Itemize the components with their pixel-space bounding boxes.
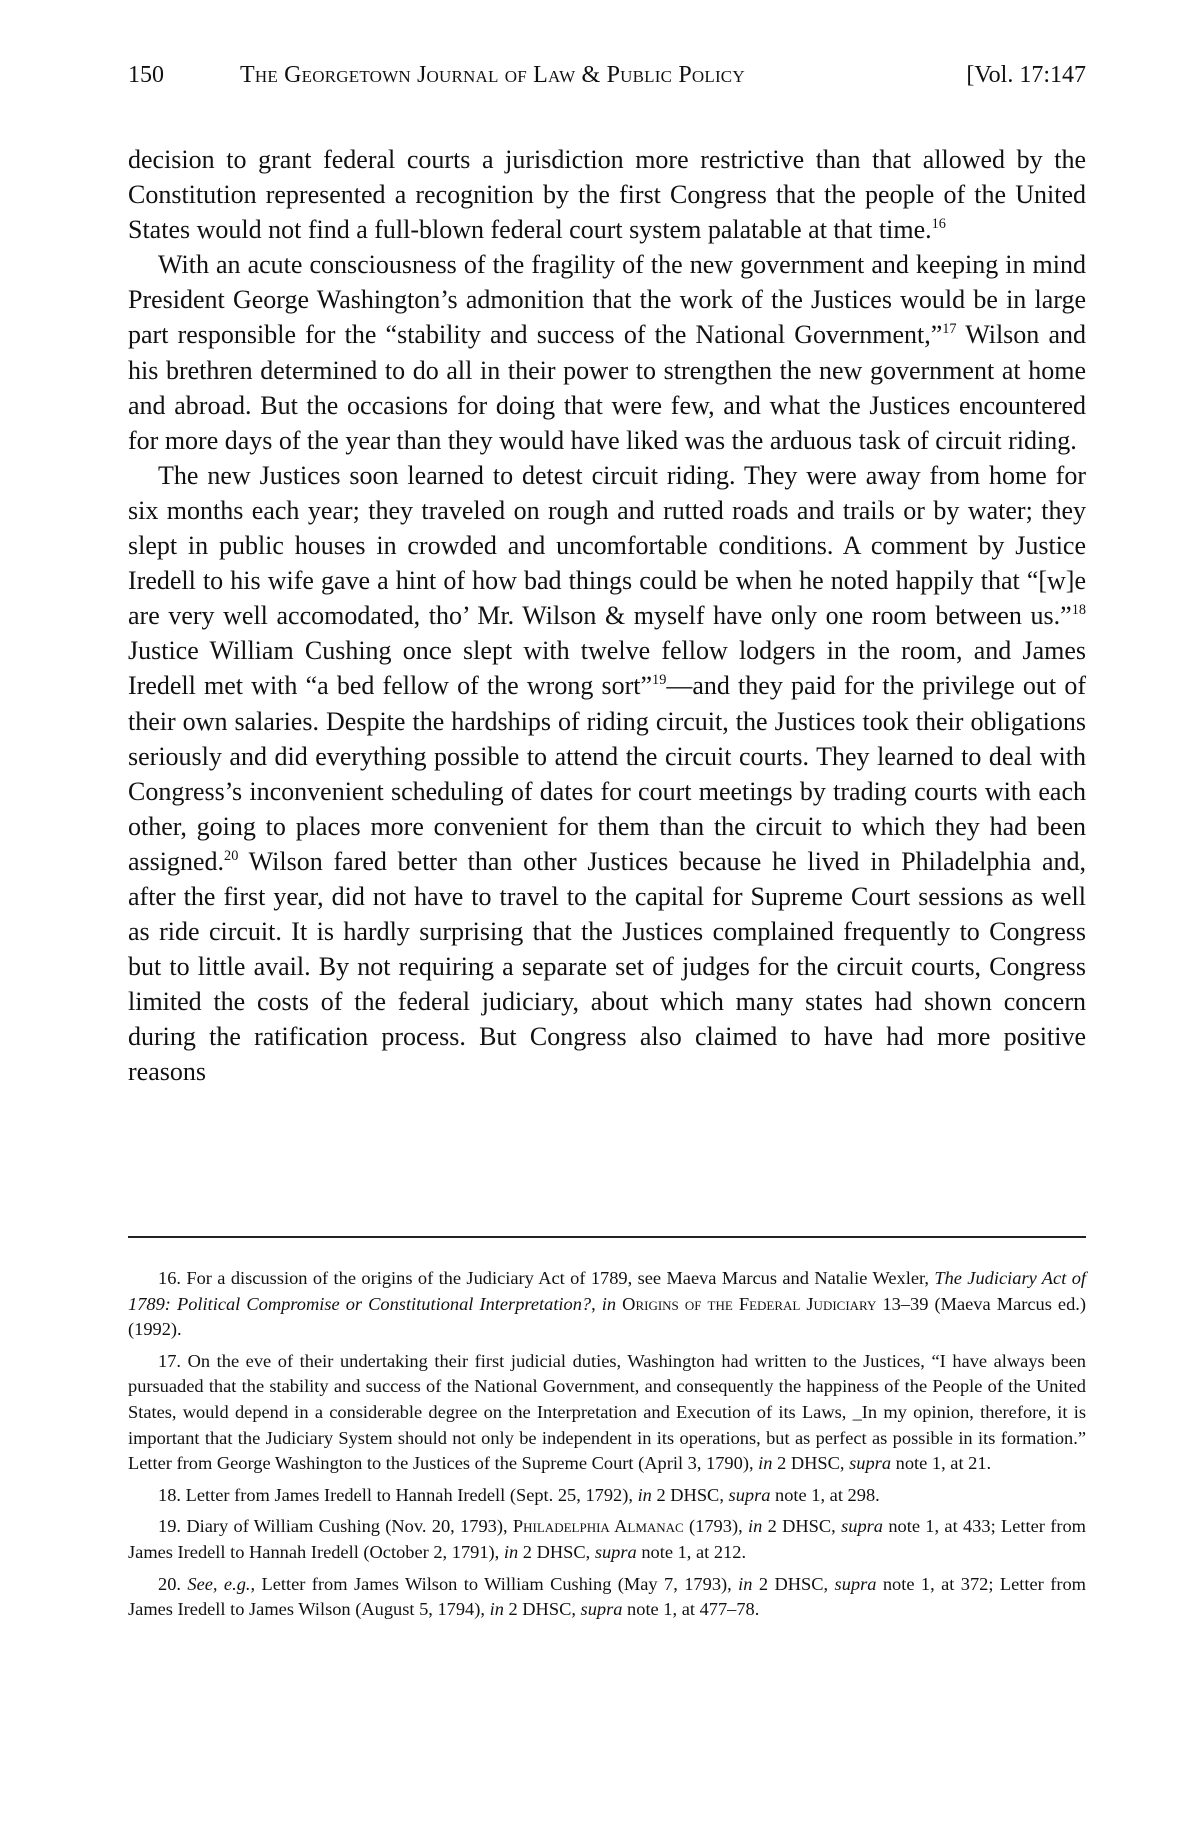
footnote-ref[interactable]: 19	[652, 672, 667, 689]
paragraph: The new Justices soon learned to detest circuit riding. They were away from home for six months each year; they traveled on rough and rutted roads and trails or by water; they slept in public houses in crowded and uncomfortable conditions. A comment by Justice Iredell to his wife gave a hint of how bad things could be when he noted happily that “[w]e are very well accomodated, tho’ Mr. Wilson & myself have only one room between us.”$^{18}$ Justice William Cushing once slept with twelve fellow lodgers in the room, and James Iredell met with “a bed fellow of the wrong sort”$^{19}$—and they paid for the privilege out of their own salaries. Despite the hardships of riding circuit, the Justices took their obligations seriously and did everything possible to attend the circuit courts. They learned to deal with Congress’s inconvenient scheduling of dates for court meetings by trading courts with each other, going to places more convenient for them than the circuit to which they had been assigned.$^{20}$ Wilson fared better than other Justices because he lived in Philadelphia and, after the first year, did not have to travel to the capital for Supreme Court sessions as well as ride circuit. It is hardly surprising that the Justices complained frequently to Congress but to little avail. By not requiring a separate set of judges for the circuit courts, Congress limited the costs of the federal judiciary, about which many states had shown concern during the ratification process. But Congress also claimed to have had more positive reasons	[128, 460, 1086, 1087]
volume-citation: [Vol. 17:147	[966, 62, 1086, 88]
footnote-20: 20. See, e.g., Letter from James Wilson to William Cushing (May 7, 1793), in 2 DHSC, supra note 1, at 372; Letter from James Iredell to James Wilson (August 5, 1794), in 2 DHSC, supra note 1, at 477–78.	[128, 1573, 1086, 1620]
main-text	[128, 142, 1086, 1090]
footnote-18: 18. Letter from James Iredell to Hannah Iredell (Sept. 25, 1792), in 2 DHSC, supra note 1, at 298.	[158, 1484, 880, 1505]
footnote-ref[interactable]: 17	[942, 321, 957, 338]
page-number: 150	[128, 62, 164, 88]
footnote-19: 19. Diary of William Cushing (Nov. 20, 1793), Philadelphia Almanac (1793), in 2 DHSC, supra note 1, at 433; Letter from James Iredell to Hannah Iredell (October 2, 1791), in 2 DHSC, supra note 1, at 212.	[128, 1516, 1086, 1562]
footnote-17: 17. On the eve of their undertaking their first judicial duties, Washington had written to the Justices, “I have always been pursuaded that the stability and success of the National Government, and consequently the happiness of the People of the United States, would depend in a considerable degree on the Interpretation and Execution of its Laws, _In my opinion, therefore, it is important that the Judiciary System should not only be independent in its operations, but as perfect as possible in its formation.” Letter from George Washington to the Justices of the Supreme Court (April 3, 1790), in 2 DHSC, supra note 1, at 21.	[128, 1350, 1086, 1474]
footnote-divider	[128, 1236, 1086, 1238]
footnote-ref[interactable]: 20	[224, 847, 239, 864]
journal-title: The Georgetown Journal of Law & Public Policy	[240, 62, 745, 88]
running-head	[128, 58, 1086, 92]
footnotes	[128, 1266, 1086, 1629]
footnote-ref[interactable]: 18	[1071, 601, 1086, 618]
paragraph: With an acute consciousness of the fragility of the new government and keeping in mind President George Washington’s admonition that the work of the Justices would be in large part responsible for the “stability and success of the National Government,”$^{17}$ Wilson and his brethren determined to do all in their power to strengthen the new government at home and abroad. But the occasions for doing that were few, and what the Justices encountered for more days of the year than they would have liked was the arduous task of circuit riding.	[128, 250, 1086, 455]
paragraph: decision to grant federal courts a jurisdiction more restrictive than that allowed by the Constitution represented a recognition by the first Congress that the people of the United States would not find a full-blown federal court system palatable at that time.$^{16}$	[128, 145, 1086, 245]
footnote-ref[interactable]: 16	[931, 215, 946, 232]
footnote-16: 16. For a discussion of the origins of the Judiciary Act of 1789, see Maeva Marcus and Natalie Wexler, The Judiciary Act of 1789: Political Compromise or Constitutional Interpretation?, in Origins of the Federal Judiciary 13–39 (Maeva Marcus ed.) (1992).	[128, 1268, 1087, 1340]
